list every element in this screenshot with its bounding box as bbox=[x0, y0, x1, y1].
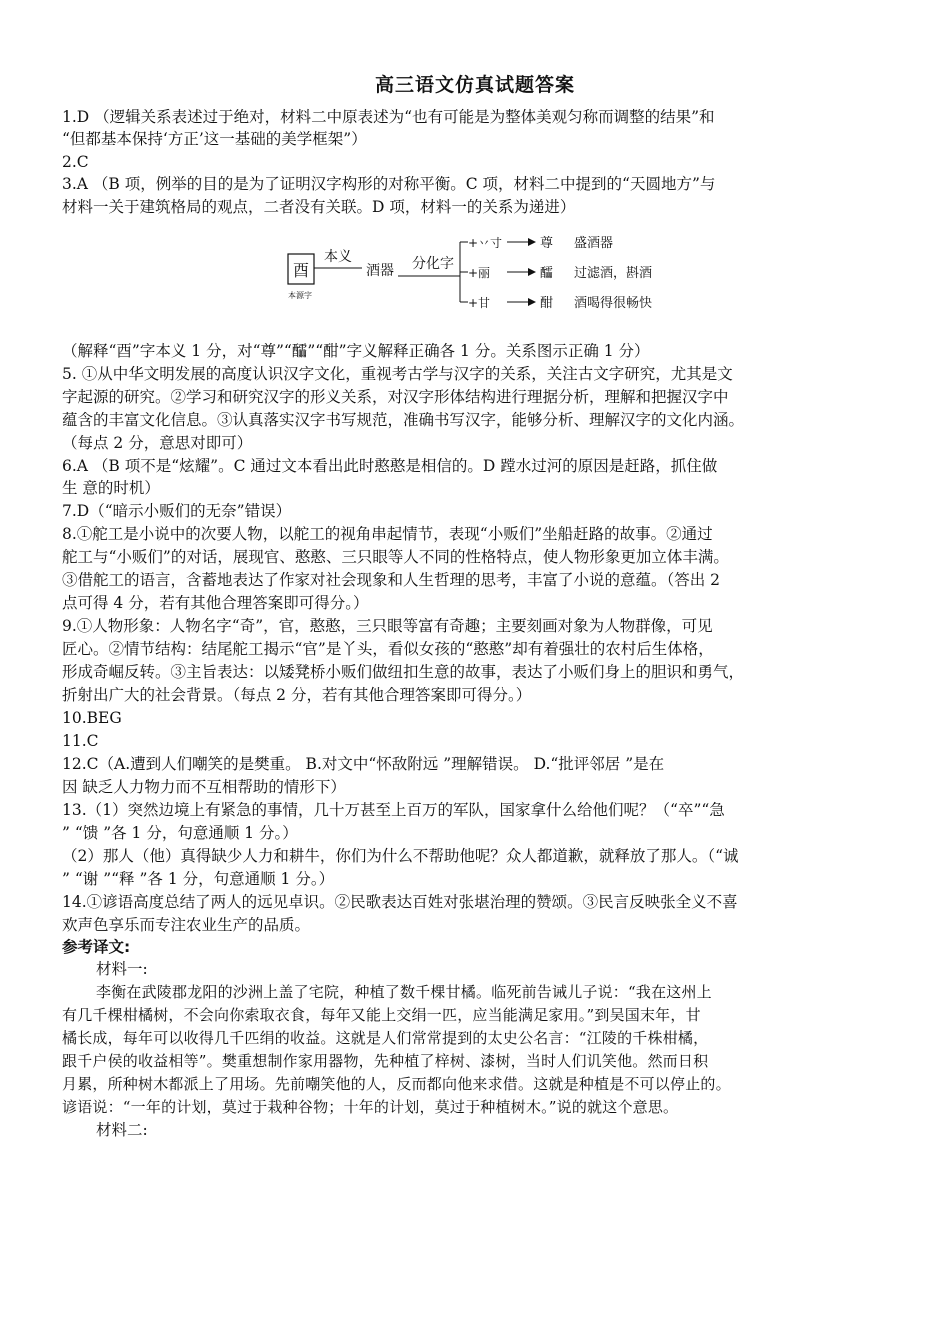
answer-line: 形成奇崛反转。③主旨表达：以矮凳桥小贩们做纽扣生意的故事，表达了小贩们身上的胆识和勇气， bbox=[62, 663, 745, 681]
answer-line: 3.A （B 项，例举的目的是为了证明汉字构形的对称平衡。C 项，材料二中提到的“天圆地方”与 bbox=[62, 175, 716, 193]
branch-add: +丷寸 bbox=[468, 236, 503, 250]
answer-line: “但都基本保持‘方正’这一基础的美学框架”） bbox=[62, 130, 367, 148]
branch-gloss: 过滤酒，斟酒 bbox=[574, 266, 653, 281]
answer-line: 7.D（“暗示小贩们的无奈”错误） bbox=[62, 502, 292, 520]
derive-label: 分化字 bbox=[412, 256, 454, 272]
answer-line: 6.A （B 项不是“炫耀”。C 通过文本看出此时憨憨是相信的。D 蹚水过河的原因是赶路，抓住做 bbox=[62, 457, 718, 475]
answer-line: （每点 2 分，意思对即可） bbox=[62, 434, 253, 452]
section-heading: 参考译文: bbox=[62, 938, 131, 956]
meaning-label: 本义 bbox=[324, 249, 352, 265]
answer-line: ” “馈 ”各 1 分，句意通顺 1 分。） bbox=[62, 824, 298, 842]
answer-line: 14.①谚语高度总结了两人的远见卓识。②民歌表达百姓对张堪治理的赞颂。③民言反映张全义不喜 bbox=[62, 893, 738, 911]
subsection-heading: 材料二: bbox=[96, 1121, 148, 1139]
branch-gloss: 酒喝得很畅快 bbox=[574, 296, 653, 311]
answer-line: （2）那人（他）真得缺少人力和耕牛，你们为什么不帮助他呢？众人都道歉，就释放了那人。（“诚 bbox=[62, 847, 739, 865]
answer-line: 13.（1）突然边境上有紧急的事情，几十万甚至上百万的军队，国家拿什么给他们呢？（“卒”“急 bbox=[62, 801, 725, 819]
answer-line: 舵工与“小贩们”的对话，展现官、憨憨、三只眼等人不同的性格特点，使人物形象更加立体丰满。 bbox=[62, 548, 729, 566]
answer-line: 因 缺乏人力物力而不互相帮助的情形下） bbox=[62, 778, 346, 796]
branch-han bbox=[468, 295, 652, 311]
answer-line: ③借舵工的语言，含蓄地表达了作家对社会现象和人生哲理的思考，丰富了小说的意蕴。（答出 2 bbox=[62, 571, 721, 589]
answer-line: 欢声色享乐而专注农业生产的品质。 bbox=[62, 916, 311, 934]
answer-line: 蕴含的丰富文化信息。③认真落实汉字书写规范，准确书写汉字，能够分析、理解汉字的文化内涵。 bbox=[62, 411, 745, 429]
answer-line: 匠心。②情节结构：结尾舵工揭示“官”是丫头，看似女孩的“憨憨”却有着强壮的农村后生体格， bbox=[62, 640, 714, 658]
meaning-text: 酒器 bbox=[366, 263, 394, 279]
answer-line: 5. ①从中华文明发展的高度认识汉字文化，重视考古学与汉字的关系，关注古文字研究，尤其是文 bbox=[62, 365, 733, 383]
branch-gloss: 盛酒器 bbox=[574, 236, 614, 251]
page-title: 高三语文仿真试题答案 bbox=[374, 74, 575, 96]
answer-line: 8.①舵工是小说中的次要人物，以舵工的视角串起情节，表现“小贩们”坐船赶路的故事。②通过 bbox=[62, 525, 713, 543]
subsection-heading: 材料一: bbox=[96, 960, 148, 978]
branch-zun bbox=[468, 235, 613, 251]
translation-line: 谚语说：“一年的计划，莫过于栽种谷物；十年的计划，莫过于种植树木。”说的就这个意思。 bbox=[62, 1098, 679, 1116]
answer-line: 生 意的时机） bbox=[62, 479, 160, 497]
root-char: 酉 bbox=[293, 261, 310, 280]
answer-line: （解释“酉”字本义 1 分，对“尊”“醽”“酣”字义解释正确各 1 分。关系图示正确 1 分） bbox=[62, 342, 650, 360]
translation-line: 跟千户侯的收益相等”。樊重想制作家用器物，先种植了梓树、漆树，当时人们讥笑他。然而日积 bbox=[62, 1052, 709, 1070]
answer-line: 材料一关于建筑格局的观点，二者没有关联。D 项，材料一的关系为递进） bbox=[62, 198, 576, 216]
arrow-head-icon bbox=[528, 298, 536, 306]
arrow-head-icon bbox=[528, 238, 536, 246]
branch-char: 醽 bbox=[540, 266, 554, 281]
answer-line: 12.C（A.遭到人们嘲笑的是樊重。 B.对文中“怀敌附远 ”理解错误。 D.“批评邻居 ”是在 bbox=[62, 755, 665, 773]
translation-line: 李衡在武陵郡龙阳的沙洲上盖了宅院，种植了数千棵甘橘。临死前告诫儿子说：“我在这州上 bbox=[96, 983, 712, 1001]
answer-line: 9.①人物形象：人物名字“奇”，官，憨憨，三只眼等富有奇趣；主要刻画对象为人物群像，可见 bbox=[62, 617, 713, 635]
branch-ling bbox=[468, 265, 652, 281]
answer-line: 1.D （逻辑关系表述过于绝对，材料二中原表述为“也有可能是为整体美观匀称而调整的结果”和 bbox=[62, 108, 715, 126]
answer-line: 2.C bbox=[62, 153, 89, 171]
root-caption: 本源字 bbox=[288, 291, 312, 300]
branch-char: 酣 bbox=[540, 296, 554, 311]
branch-add: +甘 bbox=[468, 296, 491, 310]
translation-line: 橘长成，每年可以收得几千匹绢的收益。这就是人们常常提到的太史公名言：“江陵的千株柑橘， bbox=[62, 1029, 709, 1047]
translation-line: 有几千棵柑橘树，不会向你索取衣食，每年又能上交绢一匹，应当能满足家用。”到吴国末年，甘 bbox=[62, 1006, 701, 1024]
translation-line: 月累，所种树木都派上了用场。先前嘲笑他的人，反而都向他来求借。这就是种植是不可以停止的。 bbox=[62, 1075, 731, 1093]
character-relation-diagram bbox=[282, 228, 682, 316]
branch-char: 尊 bbox=[540, 236, 554, 251]
answer-line: 10.BEG bbox=[62, 709, 122, 727]
answer-line: 点可得 4 分，若有其他合理答案即可得分。） bbox=[62, 594, 369, 612]
answer-line: ” “谢 ”“释 ”各 1 分，句意通顺 1 分。） bbox=[62, 870, 335, 888]
arrow-head-icon bbox=[528, 268, 536, 276]
answer-line: 折射出广大的社会背景。（每点 2 分，若有其他合理答案即可得分。） bbox=[62, 686, 532, 704]
answer-line: 11.C bbox=[62, 732, 99, 750]
branch-add: +丽 bbox=[468, 266, 491, 280]
answer-line: 字起源的研究。②学习和研究汉字的形义关系，对汉字形体结构进行理据分析，理解和把握汉字中 bbox=[62, 388, 729, 406]
